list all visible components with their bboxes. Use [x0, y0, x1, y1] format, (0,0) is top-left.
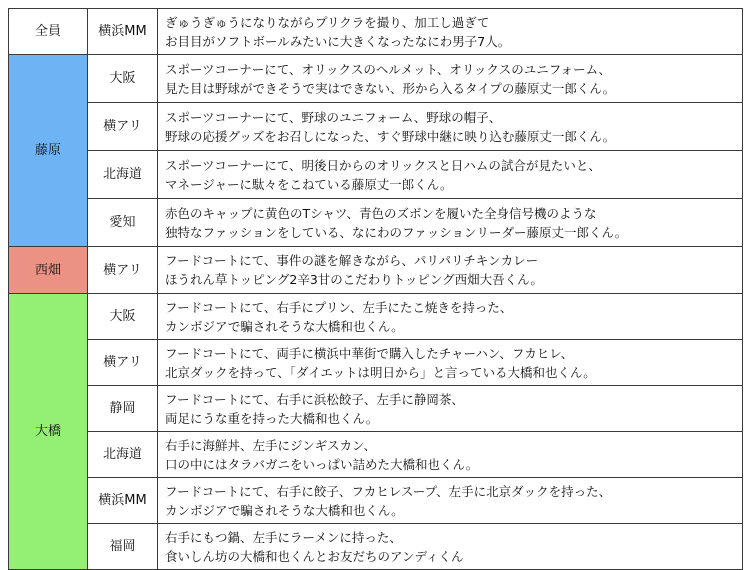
description-line: 見た目は野球ができそうで実はできない、形から入るタイプの藤原丈一郎くん。 [165, 80, 616, 96]
description-cell [158, 432, 743, 478]
description-line: フードコートにて、両手に横浜中華街で購入したチャーハン、フカヒレ、 [165, 345, 574, 361]
table-row [9, 432, 743, 478]
location-cell: 北海道 [88, 432, 158, 478]
description-cell [158, 103, 743, 151]
description-cell [158, 199, 743, 247]
table-row [9, 294, 743, 340]
location-cell: 横アリ [88, 340, 158, 386]
group-cell: 全員 [9, 9, 88, 55]
description-line: 右手にもつ鍋、左手にラーメンに持った、 [165, 529, 402, 545]
table-row [9, 340, 743, 386]
description-line: 食いしん坊の大橋和也くんとお友だちのアンディくん [165, 548, 464, 564]
description-line: 口の中にはタラバガニをいっぱい詰めた大橋和也くん。 [165, 456, 479, 472]
description-cell [158, 478, 743, 524]
description-line: スポーツコーナーにて、野球のユニフォーム、野球の帽子、 [165, 109, 502, 125]
description-line: 右手に海鮮丼、左手にジンギスカン、 [165, 437, 376, 453]
description-line: 赤色のキャップに黄色のTシャツ、青色のズボンを履いた全身信号機のような [165, 205, 597, 221]
location-cell: 横浜MM [88, 9, 158, 55]
description-cell [158, 151, 743, 199]
location-cell: 大阪 [88, 294, 158, 340]
description-line: カンボジアで騙されそうな大橋和也くん。 [165, 318, 404, 334]
description-cell [158, 386, 743, 432]
description-line: 野球の応援グッズをお召しになった、すぐ野球中継に映り込む藤原丈一郎くん。 [165, 128, 616, 144]
description-line: フードコートにて、右手にプリン、左手にたこ焼きを持った、 [165, 299, 513, 315]
description-line: ぎゅうぎゅうになりながらプリクラを撮り、加工し過ぎて [165, 14, 490, 30]
description-line: ほうれん草トッピング2辛3甘のこだわりトッピング西畑大吾くん。 [165, 272, 543, 287]
description-line: フードコートにて、右手に浜松餃子、左手に静岡茶、 [165, 391, 464, 407]
location-cell: 横アリ [88, 247, 158, 294]
description-line: 独特なファッションをしている、なにわのファッションリーダー藤原丈一郎くん。 [165, 224, 628, 240]
description-line: スポーツコーナーにて、オリックスのヘルメット、オリックスのユニフォーム、 [165, 61, 612, 77]
description-cell [158, 55, 743, 103]
description-cell [158, 247, 743, 294]
description-line: 両足にうな重を持った大橋和也くん。 [165, 410, 379, 426]
table-row [9, 247, 743, 294]
description-line: カンボジアで騙されそうな大橋和也くん。 [165, 502, 404, 518]
description-line: 北京ダックを持って、「ダイエットは明日から」と言っている大橋和也くん。 [165, 364, 596, 380]
description-cell [158, 524, 743, 570]
description-line: スポーツコーナーにて、明後日からのオリックスと日ハムの試合が見たいと、 [165, 157, 601, 173]
table-row [9, 103, 743, 151]
table-row [9, 524, 743, 570]
description-line: フードコートにて、事件の謎を解きながら、パリパリチキンカレー [165, 253, 539, 268]
description-cell [158, 294, 743, 340]
member-table [8, 8, 743, 570]
table-row [9, 9, 743, 55]
description-line: フードコートにて、右手に餃子、フカヒレスープ、左手に北京ダックを持った、 [165, 483, 612, 499]
location-cell: 北海道 [88, 151, 158, 199]
location-cell: 愛知 [88, 199, 158, 247]
description-line: お目目がソフトボールみたいに大きくなったなにわ男子7人。 [165, 33, 511, 49]
group-cell: 西畑 [9, 247, 88, 294]
table-row [9, 386, 743, 432]
group-cell: 藤原 [9, 55, 88, 247]
location-cell: 横アリ [88, 103, 158, 151]
table-row [9, 478, 743, 524]
description-cell [158, 9, 743, 55]
table-row [9, 55, 743, 103]
group-cell: 大橋 [9, 294, 88, 570]
table-row [9, 151, 743, 199]
location-cell: 福岡 [88, 524, 158, 570]
location-cell: 横浜MM [88, 478, 158, 524]
description-cell [158, 340, 743, 386]
location-cell: 大阪 [88, 55, 158, 103]
table-row [9, 199, 743, 247]
description-line: マネージャーに駄々をこねている藤原丈一郎くん。 [165, 176, 453, 192]
location-cell: 静岡 [88, 386, 158, 432]
